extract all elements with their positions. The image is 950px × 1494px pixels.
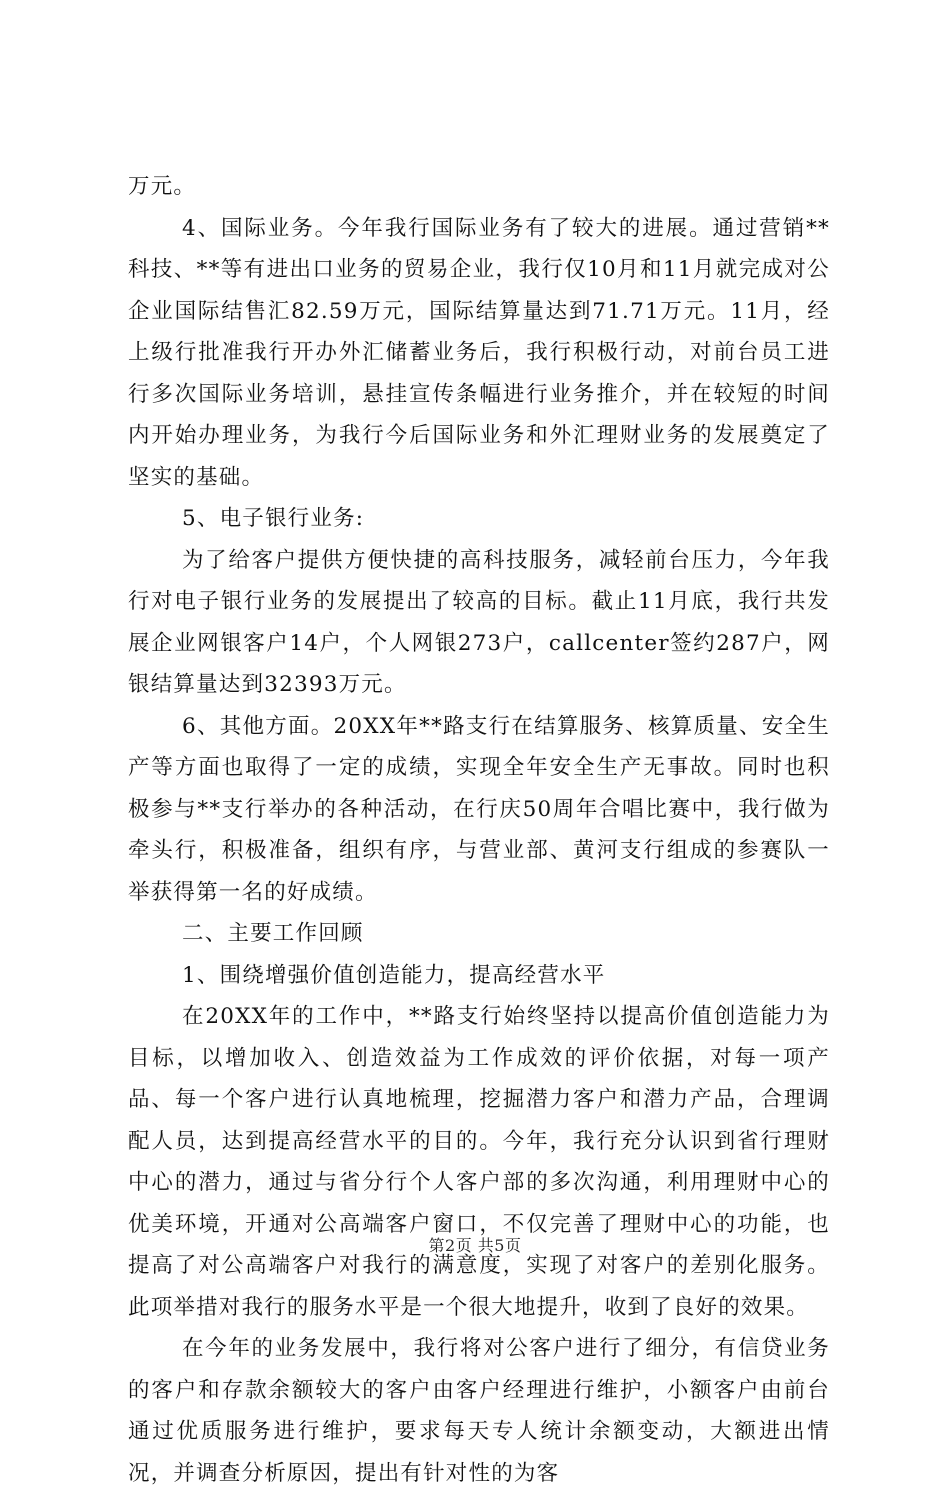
paragraph: 4、国际业务。今年我行国际业务有了较大的进展。通过营销**科技、**等有进出口业务的贸易企业，我行仅10月和11月就完成对公企业国际结售汇82.59万元，国际结算量达到71.71万元。11月，经上级行批准我行开办外汇储蓄业务后，我行积极行动，对前台员工进行多次国际业务培训，悬挂宣传条幅进行业务推介，并在较短的时间内开始办理业务，为我行今后国际业务和外汇理财业务的发展奠定了坚实的基础。	[128, 215, 830, 490]
paragraph: 6、其他方面。20XX年**路支行在结算服务、核算质量、安全生产等方面也取得了一定的成绩，实现全年安全生产无事故。同时也积极参与**支行举办的各种活动，在行庆50周年合唱比赛中，我行做为牵头行，积极准备，组织有序，与营业部、黄河支行组成的参赛队一举获得第一名的好成绩。	[128, 713, 830, 905]
page-number-footer: 第2页 共5页	[428, 1236, 522, 1255]
section-heading: 二、主要工作回顾	[182, 921, 364, 946]
paragraph: 在20XX年的工作中，**路支行始终坚持以提高价值创造能力为目标，以增加收入、创造效益为工作成效的评价依据，对每一项产品、每一个客户进行认真地梳理，挖掘潜力客户和潜力产品，合理调配人员，达到提高经营水平的目的。今年，我行充分认识到省行理财中心的潜力，通过与省分行个人客户部的多次沟通，利用理财中心的优美环境，开通对公高端客户窗口，不仅完善了理财中心的功能，也提高了对公高端客户对我行的满意度，实现了对客户的差别化服务。此项举措对我行的服务水平是一个很大地提升，收到了良好的效果。	[128, 1004, 830, 1320]
section-heading: 5、电子银行业务:	[182, 506, 365, 531]
document-body	[128, 166, 830, 1494]
paragraph: 在今年的业务发展中，我行将对公客户进行了细分，有信贷业务的客户和存款余额较大的客户由客户经理进行维护，小额客户由前台通过优质服务进行维护，要求每天专人统计余额变动，大额进出情况，并调查分析原因，提出有针对性的为客	[128, 1336, 830, 1486]
paragraph: 为了给客户提供方便快捷的高科技服务，减轻前台压力，今年我行对电子银行业务的发展提出了较高的目标。截止11月底，我行共发展企业网银客户14户，个人网银273户，callcenter签约287户，网银结算量达到32393万元。	[128, 547, 830, 697]
paragraph: 万元。	[128, 174, 197, 199]
section-heading: 1、围绕增强价值创造能力，提高经营水平	[182, 962, 606, 988]
